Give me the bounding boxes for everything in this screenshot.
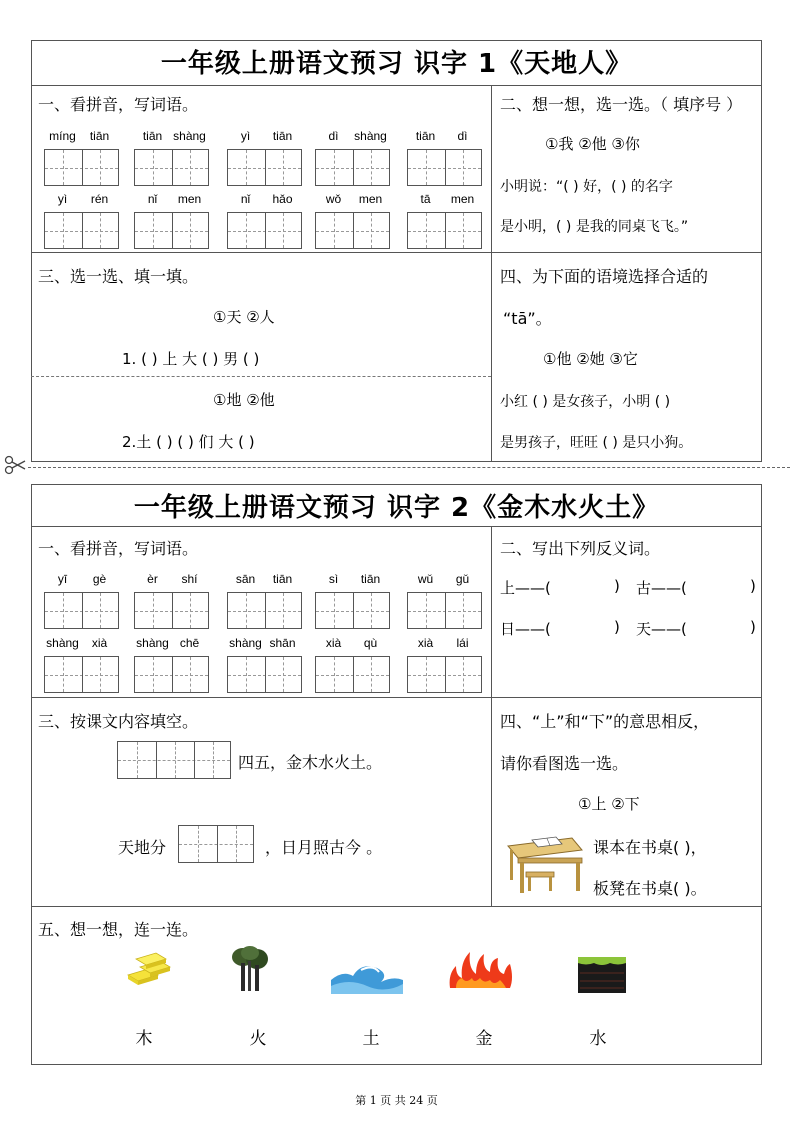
lesson2-pinyin: èr: [147, 572, 158, 586]
lesson1-pinyin: men: [450, 192, 475, 206]
lesson2-pinyin: xià: [417, 636, 434, 650]
lesson1-pinyin: dì: [457, 129, 468, 143]
trees-picture: [231, 945, 269, 997]
lesson2-q3-line1: 四五，金木水火土。: [238, 753, 383, 772]
antonym-1-left-close: ): [614, 577, 620, 595]
lesson1-q3-line1: 1. ( ) 上 大 ( ) 男 ( ): [122, 350, 260, 368]
lesson2-writing-box[interactable]: [44, 656, 119, 693]
desk-with-book-picture: [504, 828, 584, 900]
lesson2-q4-heading: 四、“上”和“下”的意思相反，: [500, 712, 710, 731]
lesson1-q2-heading: 二、想一想，选一选。（ 填序号 ）: [500, 95, 743, 114]
lesson2-q3-heading: 三、按课文内容填空。: [38, 712, 199, 731]
lesson1-q4-line1: 小红 ( ) 是女孩子，小明 ( ): [500, 394, 671, 410]
lesson1-pinyin: hǎo: [272, 192, 293, 206]
lesson1-q3-line2: 2.土 ( ) ( ) 们 大 ( ): [122, 433, 255, 451]
lesson2-pinyin: shí: [181, 572, 198, 586]
lesson2-q5-heading: 五、想一想，连一连。: [38, 920, 199, 939]
antonym-1-right: 古——(: [636, 579, 687, 597]
lesson1-writing-box[interactable]: [227, 212, 302, 249]
lesson2-pinyin: gè: [92, 572, 107, 586]
fire-picture: [448, 948, 514, 994]
lesson2-pinyin: lái: [456, 636, 469, 650]
cut-line: [28, 467, 790, 468]
lesson2-pinyin: sì: [328, 572, 339, 586]
lesson1-q4-heading: 四、为下面的语境选择合适的: [500, 267, 709, 286]
lesson1-writing-box[interactable]: [44, 212, 119, 249]
match-word-earth[interactable]: 土: [362, 1029, 380, 1049]
soil-picture: [578, 957, 626, 997]
water-wave-picture: [331, 960, 403, 998]
lesson2-pinyin: tiān: [272, 572, 293, 586]
lesson1-q3-options2: ①地 ②他: [213, 391, 275, 409]
lesson1-pinyin: dì: [328, 129, 339, 143]
lesson1-writing-box[interactable]: [134, 212, 209, 249]
lesson1-q2-options: ①我 ②他 ③你: [545, 135, 640, 153]
page-footer: 第 1 页 共 24 页: [355, 1094, 438, 1107]
lesson2-pinyin: shàng: [136, 636, 169, 650]
lesson2-q3-line2b: ，日月照古今 。: [265, 838, 383, 857]
lesson1-pinyin: tiān: [272, 129, 293, 143]
lesson1-q3-options1: ①天 ②人: [213, 308, 275, 326]
lesson2-pinyin: xià: [325, 636, 342, 650]
lesson2-q4-line1: 课本在书桌( )，: [593, 838, 707, 857]
lesson2-writing-box[interactable]: [315, 656, 390, 693]
lesson2-q2-heading: 二、写出下列反义词。: [500, 539, 661, 558]
fill-box-two-chars[interactable]: [178, 825, 254, 863]
lesson1-pinyin: men: [177, 192, 202, 206]
lesson2-writing-box[interactable]: [315, 592, 390, 629]
lesson1-pinyin: yì: [57, 192, 68, 206]
antonym-2-left: 日——(: [500, 620, 551, 638]
lesson1-pinyin: tiān: [142, 129, 163, 143]
lesson2-writing-box[interactable]: [227, 592, 302, 629]
lesson2-writing-box[interactable]: [407, 592, 482, 629]
antonym-1-left: 上——(: [500, 579, 551, 597]
lesson1-pinyin: yì: [240, 129, 251, 143]
gold-bars-picture: [126, 945, 176, 991]
lesson2-pinyin: shàng: [46, 636, 79, 650]
lesson2-pinyin: wǔ: [417, 572, 434, 586]
lesson1-writing-box[interactable]: [134, 149, 209, 186]
lesson1-q3-heading: 三、选一选、填一填。: [38, 267, 199, 286]
lesson2-writing-box[interactable]: [407, 656, 482, 693]
lesson1-pinyin: tiān: [415, 129, 436, 143]
antonym-2-right: 天——(: [636, 620, 687, 638]
lesson2-pinyin: shàng: [229, 636, 262, 650]
lesson1-q2-line2: 是小明，( ) 是我的同桌飞飞。”: [500, 219, 689, 235]
lesson1-pinyin: tiān: [89, 129, 110, 143]
lesson2-q1-heading: 一、看拼音，写词语。: [38, 539, 199, 558]
antonym-2-left-close: ): [614, 618, 620, 636]
lesson1-q4-heading2: “tā”。: [503, 309, 552, 328]
lesson2-pinyin: yī: [57, 572, 68, 586]
antonym-1-right-close: ): [750, 577, 756, 595]
lesson2-pinyin: gǔ: [455, 572, 470, 586]
match-word-water[interactable]: 水: [589, 1029, 607, 1049]
lesson1-pinyin: nǐ: [147, 192, 158, 206]
lesson2-title: 一年级上册语文预习 识字 2《金木水火土》: [133, 493, 660, 523]
match-word-wood[interactable]: 木: [135, 1029, 153, 1049]
lesson2-q4-line2: 板凳在书桌( )。: [593, 879, 707, 898]
lesson2-pinyin: xià: [91, 636, 108, 650]
lesson1-writing-box[interactable]: [407, 149, 482, 186]
lesson2-writing-box[interactable]: [134, 592, 209, 629]
match-word-fire[interactable]: 火: [249, 1029, 267, 1049]
lesson1-q1-heading: 一、看拼音，写词语。: [38, 95, 199, 114]
lesson1-writing-box[interactable]: [44, 149, 119, 186]
lesson1-pinyin: shàng: [354, 129, 387, 143]
lesson2-writing-box[interactable]: [227, 656, 302, 693]
lesson2-writing-box[interactable]: [44, 592, 119, 629]
fill-box-four-chars[interactable]: [117, 741, 231, 779]
lesson2-q4-options: ①上 ②下: [578, 795, 640, 813]
lesson1-pinyin: tā: [420, 192, 431, 206]
lesson1-pinyin: wǒ: [325, 192, 342, 206]
lesson1-q4-options: ①他 ②她 ③它: [543, 350, 638, 368]
lesson1-writing-box[interactable]: [315, 149, 390, 186]
lesson1-writing-box[interactable]: [315, 212, 390, 249]
lesson2-pinyin: sān: [235, 572, 256, 586]
lesson1-pinyin: míng: [49, 129, 76, 143]
lesson1-pinyin: men: [358, 192, 383, 206]
scissors-icon: [4, 455, 26, 479]
lesson1-pinyin: nǐ: [240, 192, 251, 206]
lesson2-pinyin: shān: [269, 636, 296, 650]
lesson1-q4-line2: 是男孩子，旺旺 ( ) 是只小狗。: [500, 435, 693, 451]
lesson2-pinyin: chē: [179, 636, 200, 650]
lesson1-q2-line1: 小明说：“( ) 好，( ) 的名字: [500, 179, 673, 195]
lesson2-q4-heading2: 请你看图选一选。: [500, 754, 629, 773]
lesson1-pinyin: shàng: [173, 129, 206, 143]
lesson1-writing-box[interactable]: [227, 149, 302, 186]
lesson2-q3-line2a: 天地分: [118, 838, 167, 857]
lesson1-writing-box[interactable]: [407, 212, 482, 249]
lesson1-pinyin: rén: [90, 192, 109, 206]
antonym-2-right-close: ): [750, 618, 756, 636]
match-word-metal[interactable]: 金: [475, 1029, 493, 1049]
lesson2-writing-box[interactable]: [134, 656, 209, 693]
lesson1-title: 一年级上册语文预习 识字 1《天地人》: [160, 49, 633, 79]
lesson2-pinyin: qù: [363, 636, 378, 650]
lesson2-pinyin: tiān: [360, 572, 381, 586]
